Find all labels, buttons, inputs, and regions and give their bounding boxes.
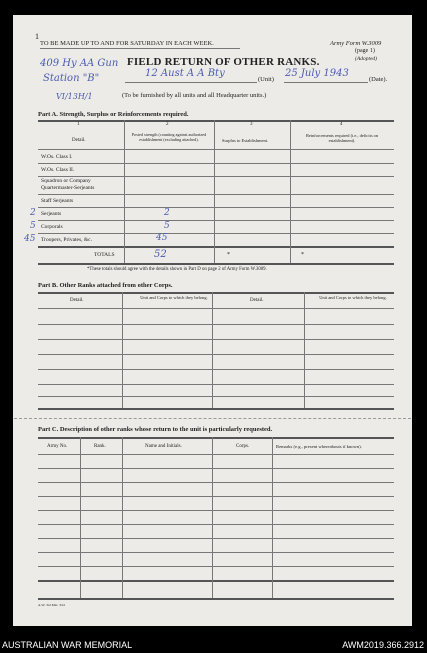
part-c-row-rule: [38, 468, 394, 469]
margin-serjeants: 2: [30, 208, 36, 218]
instruction-underline: [40, 48, 240, 49]
part-c-row-rule: [38, 510, 394, 511]
form-page: (page 1): [355, 48, 375, 54]
part-b-row-rule: [38, 396, 394, 397]
handwritten-reference: VI/13H/1: [56, 92, 93, 101]
part-c-col-name: Name and Initials.: [145, 444, 182, 449]
form-subtitle: (To be furnished by all units and all Headquarter units.): [122, 92, 267, 99]
perforation-line: [14, 418, 411, 419]
form-adopted: (Adopted): [355, 56, 377, 62]
part-a-totals-rule: [38, 246, 394, 248]
part-a-row-rule: [38, 233, 394, 234]
part-b-col-divider: [212, 292, 213, 408]
part-a-col-surplus: Surplus to Establishment.: [222, 138, 269, 143]
part-b-col-detail-1: Detail.: [70, 298, 84, 303]
margin-troopers: 45: [24, 234, 36, 244]
part-a-col-posted: Posted strength (counting against authorized establishment (excluding attached).: [131, 132, 207, 142]
part-c-col-divider: [272, 437, 273, 598]
totals-asterisk-surplus: *: [227, 252, 230, 258]
unit-underline: [125, 82, 257, 83]
date-label: (Date).: [369, 76, 388, 83]
part-b-heading: Part B. Other Ranks attached from other Corps.: [38, 282, 173, 289]
part-a-col-divider: [290, 120, 291, 263]
part-b-row-rule: [38, 339, 394, 340]
part-c-row-rule: [38, 496, 394, 497]
part-a-row-rule: [38, 163, 394, 164]
part-c-col-remarks: Remarks (e.g., present whereabouts if known).: [276, 444, 362, 449]
part-c-col-army-no: Army No.: [47, 444, 68, 449]
part-b-col-unit-1: Unit and Corps to which they belong.: [140, 295, 208, 300]
footer-bar: [0, 636, 427, 653]
part-c-top-rule: [38, 437, 394, 439]
posted-serjeants: 2: [164, 208, 170, 218]
part-b-col-detail-2: Detail.: [250, 298, 264, 303]
part-a-header-rule: [38, 149, 394, 150]
footer-institution: AUSTRALIAN WAR MEMORIAL: [2, 640, 133, 650]
date-underline: [284, 82, 368, 83]
print-code: A.W. 3rd Mar. 3/41: [38, 603, 66, 607]
part-c-col-divider: [80, 437, 81, 598]
part-a-row-rule: [38, 176, 394, 177]
part-c-col-rank: Rank.: [94, 444, 106, 449]
part-c-heading: Part C. Description of other ranks whose return to the unit is particularly requested.: [38, 426, 273, 433]
part-a-col-divider: [124, 120, 125, 263]
handwritten-station-line1: 409 Hy AA Gun: [40, 58, 119, 69]
part-c-col-divider: [122, 437, 123, 598]
form-reference: Army Form W.3009: [330, 40, 382, 47]
part-a-row-serjeants: Serjeants: [41, 211, 62, 217]
part-a-row-troopers: Troopers, Privates, &c.: [41, 237, 92, 243]
part-b-col-divider: [122, 292, 123, 408]
part-a-row-rule: [38, 220, 394, 221]
part-a-bottom-rule: [38, 263, 394, 265]
part-b-row-rule: [38, 369, 394, 370]
part-a-row-wo2: W.Os. Class II.: [41, 167, 75, 173]
part-a-colnum-4: 4: [340, 122, 343, 127]
part-a-col-divider: [214, 120, 215, 263]
handwritten-station-line2: Station "B": [43, 73, 100, 84]
part-b-bottom-rule: [38, 408, 394, 410]
part-b-row-rule: [38, 384, 394, 385]
totals-asterisk-reinforcements: *: [301, 252, 304, 258]
part-c-row-rule: [38, 482, 394, 483]
posted-corporals: 5: [164, 221, 170, 231]
handwritten-date: 25 July 1943: [285, 68, 349, 79]
part-c-row-rule: [38, 580, 394, 582]
part-b-row-rule: [38, 354, 394, 355]
posted-troopers: 45: [156, 233, 168, 243]
totals-value: 52: [154, 249, 167, 260]
part-a-row-rule: [38, 207, 394, 208]
part-b-top-rule: [38, 292, 394, 294]
part-c-row-rule: [38, 552, 394, 553]
corner-mark: 1: [35, 32, 39, 41]
part-a-colnum-3: 3: [250, 122, 253, 127]
part-c-col-divider: [212, 437, 213, 598]
footer-accession-number: AWM2019.366.2912: [342, 640, 424, 650]
part-a-colnum-2: 2: [166, 122, 169, 127]
part-a-colnum-1: 1: [77, 122, 80, 127]
part-c-col-corps: Corps.: [236, 444, 250, 449]
margin-corporals: 5: [30, 221, 36, 231]
form-title: FIELD RETURN OF OTHER RANKS.: [127, 56, 320, 68]
part-a-row-cqms: Squadron or Company Quartermaster-Serjeants: [41, 178, 95, 191]
part-c-row-rule: [38, 538, 394, 539]
handwritten-unit: 12 Aust A A Bty: [145, 68, 225, 79]
part-a-col-reinforcements: Reinforcements required (i.e., deficits on establishment).: [305, 133, 379, 143]
part-b-row-rule: [38, 324, 394, 325]
top-instruction: TO BE MADE UP TO AND FOR SATURDAY IN EACH WEEK.: [40, 40, 214, 47]
part-b-header-rule: [38, 308, 394, 309]
part-a-row-rule: [38, 194, 394, 195]
part-b-col-unit-2: Unit and Corps to which they belong.: [319, 295, 387, 300]
part-c-row-rule: [38, 524, 394, 525]
totals-label: TOTALS: [94, 252, 115, 258]
part-c-bottom-rule: [38, 598, 394, 600]
unit-label: (Unit): [258, 76, 274, 83]
part-a-row-wo1: W.Os. Class I.: [41, 154, 73, 160]
part-a-heading: Part A. Strength, Surplus or Reinforcements required.: [38, 111, 189, 118]
part-a-row-staff-serjeants: Staff Serjeants: [41, 198, 74, 204]
part-a-col-detail: Detail.: [72, 138, 86, 143]
part-c-header-rule: [38, 454, 394, 455]
part-a-row-corporals: Corporals: [41, 224, 63, 230]
part-c-row-rule: [38, 566, 394, 567]
part-b-col-divider: [304, 292, 305, 408]
part-a-footnote: *These totals should agree with the details shown in Part D on page 2 of Army Form W.3009.: [87, 267, 267, 272]
